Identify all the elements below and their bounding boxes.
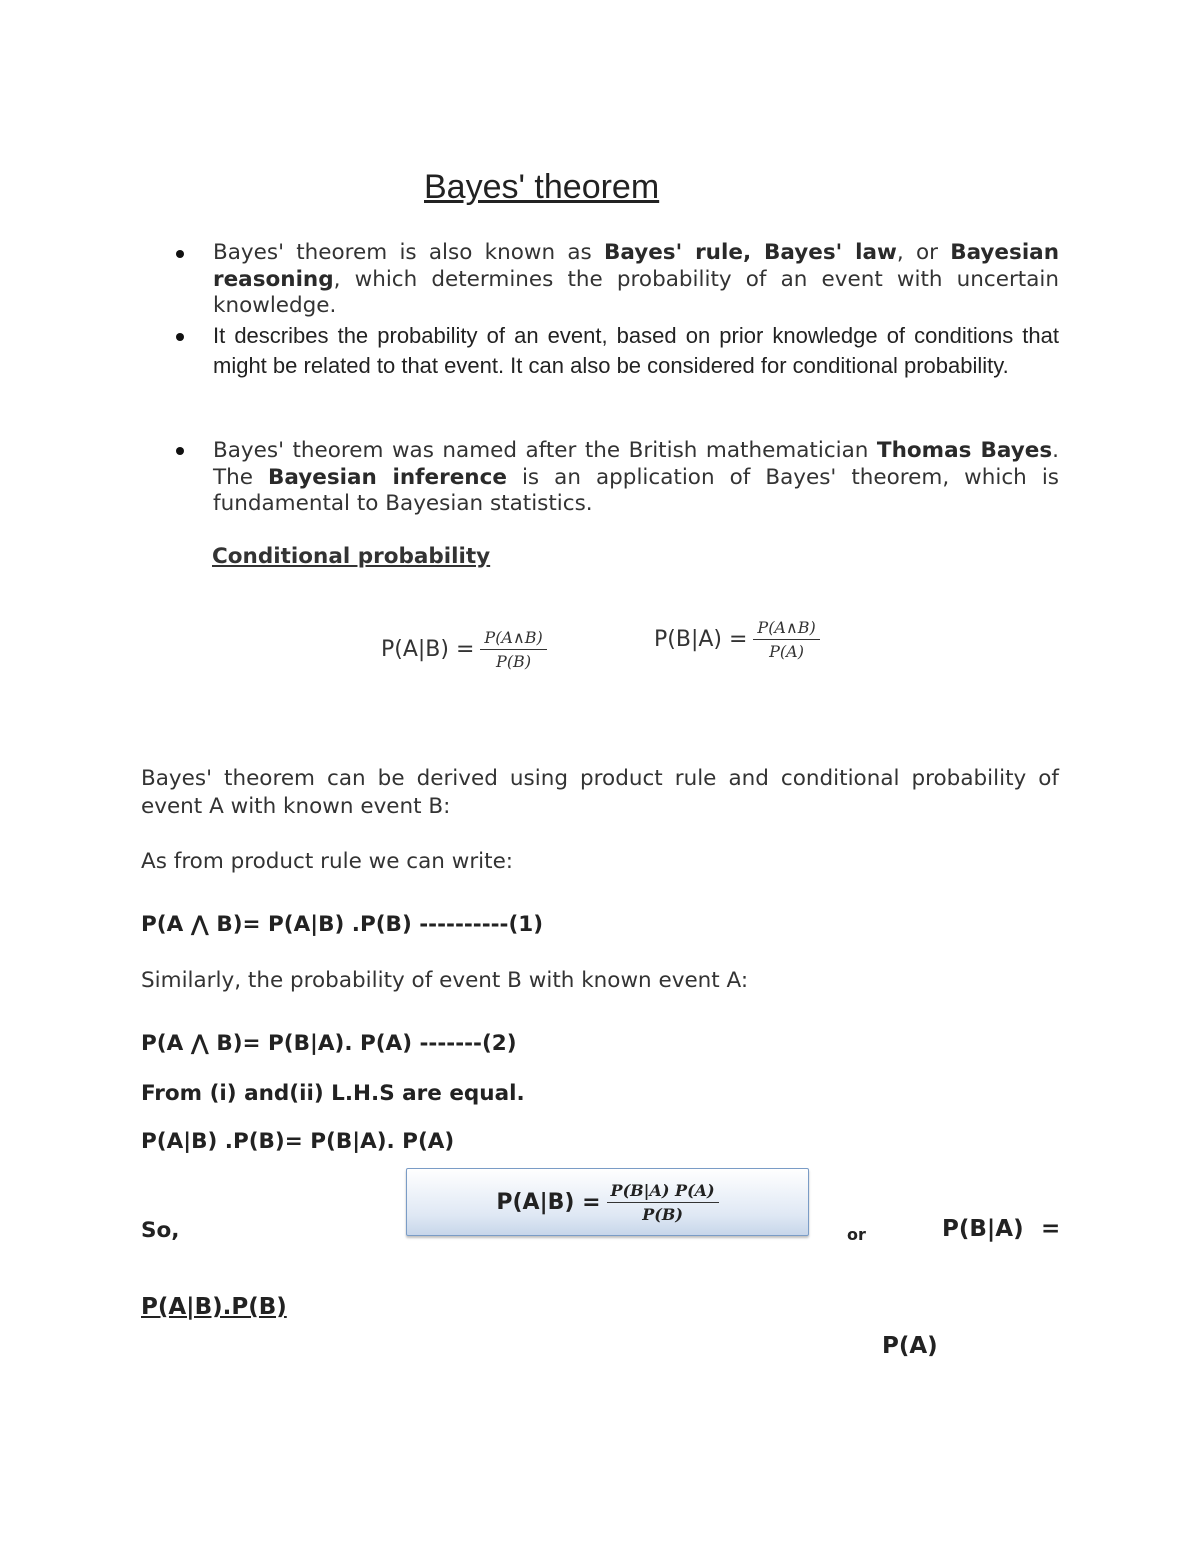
derivation-paragraph: Bayes' theorem can be derived using product rule and conditional probability of event A with known event B: [141, 766, 1059, 819]
boxed-formula [496, 1181, 718, 1224]
bullet-3-text-3: is an application of Bayes' theorem, which is fundamental to Bayesian statistics. [213, 464, 1059, 516]
fraction [480, 628, 546, 671]
fraction [753, 618, 819, 661]
product-rule-text: As from product rule we can write: [141, 849, 514, 874]
bullet-paragraph-3 [213, 438, 1059, 518]
bullet-3-bold-inference: Bayesian inference [268, 464, 507, 490]
equation-2: P(A ⋀ B)= P(B|A). P(A) -------(2) [141, 1031, 517, 1056]
lhs-equal-text: From (i) and(ii) L.H.S are equal. [141, 1081, 525, 1106]
denominator: P(A) [769, 642, 804, 661]
alt-formula-equals: = [1041, 1216, 1061, 1242]
bullet-1-text-2: , or [896, 240, 951, 265]
bullet-marker [176, 250, 184, 258]
bullet-3-text: Bayes' theorem was named after the British mathematician [213, 438, 877, 463]
numerator: P(A∧B) [480, 628, 546, 650]
bullet-paragraph-2: It describes the probability of an event, based on prior knowledge of conditions that might be related to that event. It can also be considered for conditional probability. [213, 323, 1059, 378]
denominator: P(B) [642, 1204, 683, 1224]
numerator: P(A∧B) [753, 618, 819, 640]
or-label: or [847, 1225, 866, 1244]
bullet-paragraph-1 [213, 240, 1059, 320]
denominator: P(B) [496, 652, 532, 671]
formula-a-given-b [381, 628, 547, 671]
page-title: Bayes' theorem [424, 168, 660, 206]
bullet-3-text-2: . The [213, 438, 1059, 490]
formula-label: P(A|B) = [381, 637, 475, 662]
bayes-formula-box [406, 1168, 809, 1236]
alt-formula-numerator: P(A|B).P(B) [141, 1294, 287, 1320]
fraction [607, 1181, 719, 1224]
similarly-text: Similarly, the probability of event B with known event A: [141, 968, 749, 993]
equation-1: P(A ⋀ B)= P(A|B) .P(B) ----------(1) [141, 912, 544, 937]
so-label: So, [141, 1218, 180, 1243]
bullet-marker [176, 447, 184, 455]
bullet-marker [176, 333, 184, 341]
section-heading: Conditional probability [212, 544, 491, 569]
bullet-1-bold-terms: Bayes' rule, Bayes' law [603, 240, 897, 265]
numerator: P(B|A) P(A) [607, 1181, 719, 1203]
bullet-3-bold-name: Thomas Bayes [876, 438, 1053, 463]
formula-label: P(A|B) = [496, 1189, 601, 1215]
bullet-1-bold-reasoning: Bayesian reasoning [213, 240, 1059, 292]
alt-formula-lhs: P(B|A) [942, 1216, 1024, 1242]
bullet-1-text: Bayes' theorem is also known as [213, 240, 604, 265]
formula-b-given-a [654, 618, 820, 661]
equation-3: P(A|B) .P(B)= P(B|A). P(A) [141, 1129, 455, 1154]
formula-label: P(B|A) = [654, 627, 748, 652]
alt-formula-denominator: P(A) [882, 1333, 938, 1359]
bullet-1-text-3: , which determines the probability of an event with uncertain knowledge. [213, 266, 1059, 318]
